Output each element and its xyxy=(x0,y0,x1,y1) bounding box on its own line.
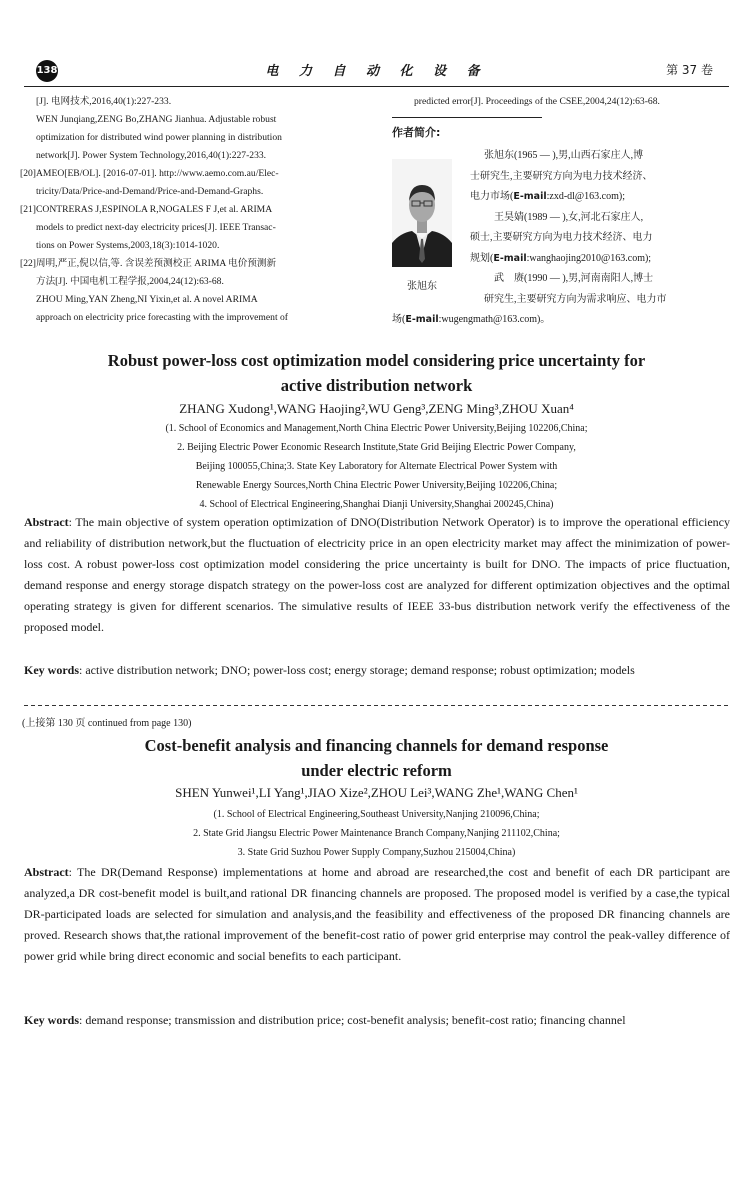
page-number-badge: 138 xyxy=(36,60,58,82)
keywords-text: : active distribution network; DNO; power-loss cost; energy storage; demand response; robust optimization; models xyxy=(79,663,635,677)
keywords-label: Key words xyxy=(24,663,79,677)
article2-title: Cost-benefit analysis and financing channels for demand response under electric reform xyxy=(144,736,609,780)
reference-item: [21] CONTRERAS J,ESPINOLA R,NOGALES F J,et al. ARIMA models to predict next-day electricity prices[J]. IEEE Transac- tions on Power Systems,2003,18(3):1014-1020. xyxy=(22,201,366,255)
reference-list xyxy=(22,93,366,327)
bio-line: 张旭东(1965 — ),男,山西石家庄人,博 xyxy=(484,150,644,161)
bio-line: 硕士,主要研究方向为电力技术经济、电力 xyxy=(470,232,653,243)
journal-title: 电 力 自 动 化 设 备 xyxy=(265,64,488,79)
article1-affiliations: (1. School of Economics and Management,North China Electric Power University,Beijing 102206,China; 2. Beijing Electric Power Economic Research Institute,State Grid Beijing Electric Power Company, Beijing 100055,China;3. State Key Laboratory for Alternate Electrical Power System with Renewable Energy Sources,North China Electric Power University,Beijing 102206,China; 4. School of Electrical Engineering,Shanghai Dianji University,Shanghai 200245,China) xyxy=(165,423,588,510)
page-header xyxy=(24,56,729,87)
section-separator xyxy=(24,704,730,708)
abstract-text: : The DR(Demand Response) implementations at home and abroad are researched,the cost and benefit of each DR participant are analyzed,a DR cost-benefit model is built,and rational DR financing channels are proposed. The proposed model is verified by a case,the typical DR-participated loads are selected for simulation and analysis,and the feasibility and effectiveness of the proposed DR financing channels are proved. Research shows that,the rational improvement of the benefit-cost ratio of power grid enterprise may control the peak-valley difference of power grid while bring direct economic and social benefits to each participant. xyxy=(24,865,730,963)
right-column xyxy=(392,93,732,331)
bio-line: 场(E-mail:wugengmath@163.com)。 xyxy=(392,314,551,325)
author-photo xyxy=(392,159,452,267)
bio-line: 电力市场(E-mail:zxd-dl@163.com); xyxy=(470,191,625,202)
abstract-label: Abstract xyxy=(24,515,69,529)
bio-line: 士研究生,主要研究方向为电力技术经济、 xyxy=(470,170,653,182)
volume-label: 第 37 卷 xyxy=(666,63,713,77)
reference-number: [22] xyxy=(20,258,36,269)
article2-abstract xyxy=(24,862,730,967)
abstract-label: Abstract xyxy=(24,865,69,879)
bio-line: 研究生,主要研究方向为需求响应、电力市 xyxy=(484,293,667,305)
reference-number: [21] xyxy=(20,204,36,215)
bio-line: 武 赓(1990 — ),男,河南南阳人,博士 xyxy=(494,273,654,284)
bio-line: 王昊婧(1989 — ),女,河北石家庄人, xyxy=(494,211,644,223)
article1-abstract xyxy=(24,512,730,638)
article1-keywords xyxy=(24,660,730,681)
reference-item: [22] 周明,严正,倪以信,等. 含误差预测校正 ARIMA 电价预测新 方法[J]. 中国电机工程学报,2004,24(12):63-68. ZHOU Ming,YAN Zheng,NI Yixin,et al. A novel ARIMA approach on electricity price forecasting with the improvement of xyxy=(22,255,366,327)
article2-keywords xyxy=(24,1010,730,1031)
reference-item: [J]. 电网技术,2016,40(1):227-233. WEN Junqiang,ZENG Bo,ZHANG Jianhua. Adjustable robust optimization for distributed wind power planning in distribution network[J]. Power System Technology,2016,40(1):227-233. xyxy=(36,96,282,161)
article1-title: Robust power-loss cost optimization model considering price uncertainty for active distribution network xyxy=(107,351,646,395)
continued-note: (上接第 130 页 continued from page 130) xyxy=(22,718,192,729)
divider xyxy=(392,117,542,118)
author-intro-heading: 作者简介: xyxy=(392,126,441,139)
article2-authors: SHEN Yunwei¹,LI Yang¹,JIAO Xize²,ZHOU Lei³,WANG Zhe¹,WANG Chen¹ xyxy=(175,785,578,800)
reference-tail: predicted error[J]. Proceedings of the CSEE,2004,24(12):63-68. xyxy=(414,96,660,107)
keywords-text: : demand response; transmission and distribution price; cost-benefit analysis; benefit-cost ratio; financing channel xyxy=(79,1013,626,1027)
reference-number: [20] xyxy=(20,168,36,179)
article2-affiliations: (1. School of Electrical Engineering,Southeast University,Nanjing 210096,China; 2. State Grid Jiangsu Electric Power Maintenance Branch Company,Nanjing 211102,China; 3. State Grid Suzhou Power Supply Company,Suzhou 215004,China) xyxy=(193,809,560,858)
photo-caption: 张旭东 xyxy=(407,281,437,292)
reference-item: [20] AMEO[EB/OL]. [2016-07-01]. http://www.aemo.com.au/Elec- tricity/Data/Price-and-Demand/Price-and-Demand-Graphs. xyxy=(22,165,366,201)
keywords-label: Key words xyxy=(24,1013,79,1027)
bio-line: 规划(E-mail:wanghaojing2010@163.com); xyxy=(470,252,652,264)
abstract-text: : The main objective of system operation optimization of DNO(Distribution Network Operator) is to improve the operational efficiency and reliability of distribution network,but the fluctuation of electricity price in an open electricity market may affect the minimization of power-loss cost. A robust power-loss cost optimization model considering the price uncertainty is built for DNO. The impacts of price fluctuation, demand response and energy storage dispatch strategy on the power-loss cost are analyzed for different optimization objectives and the optimal operating strategy is given for different scenarios. The simulative results of IEEE 33-bus distribution network verify the effectiveness of the proposed model. xyxy=(24,515,730,634)
article1-authors: ZHANG Xudong¹,WANG Haojing²,WU Geng³,ZENG Ming³,ZHOU Xuan⁴ xyxy=(179,401,574,416)
